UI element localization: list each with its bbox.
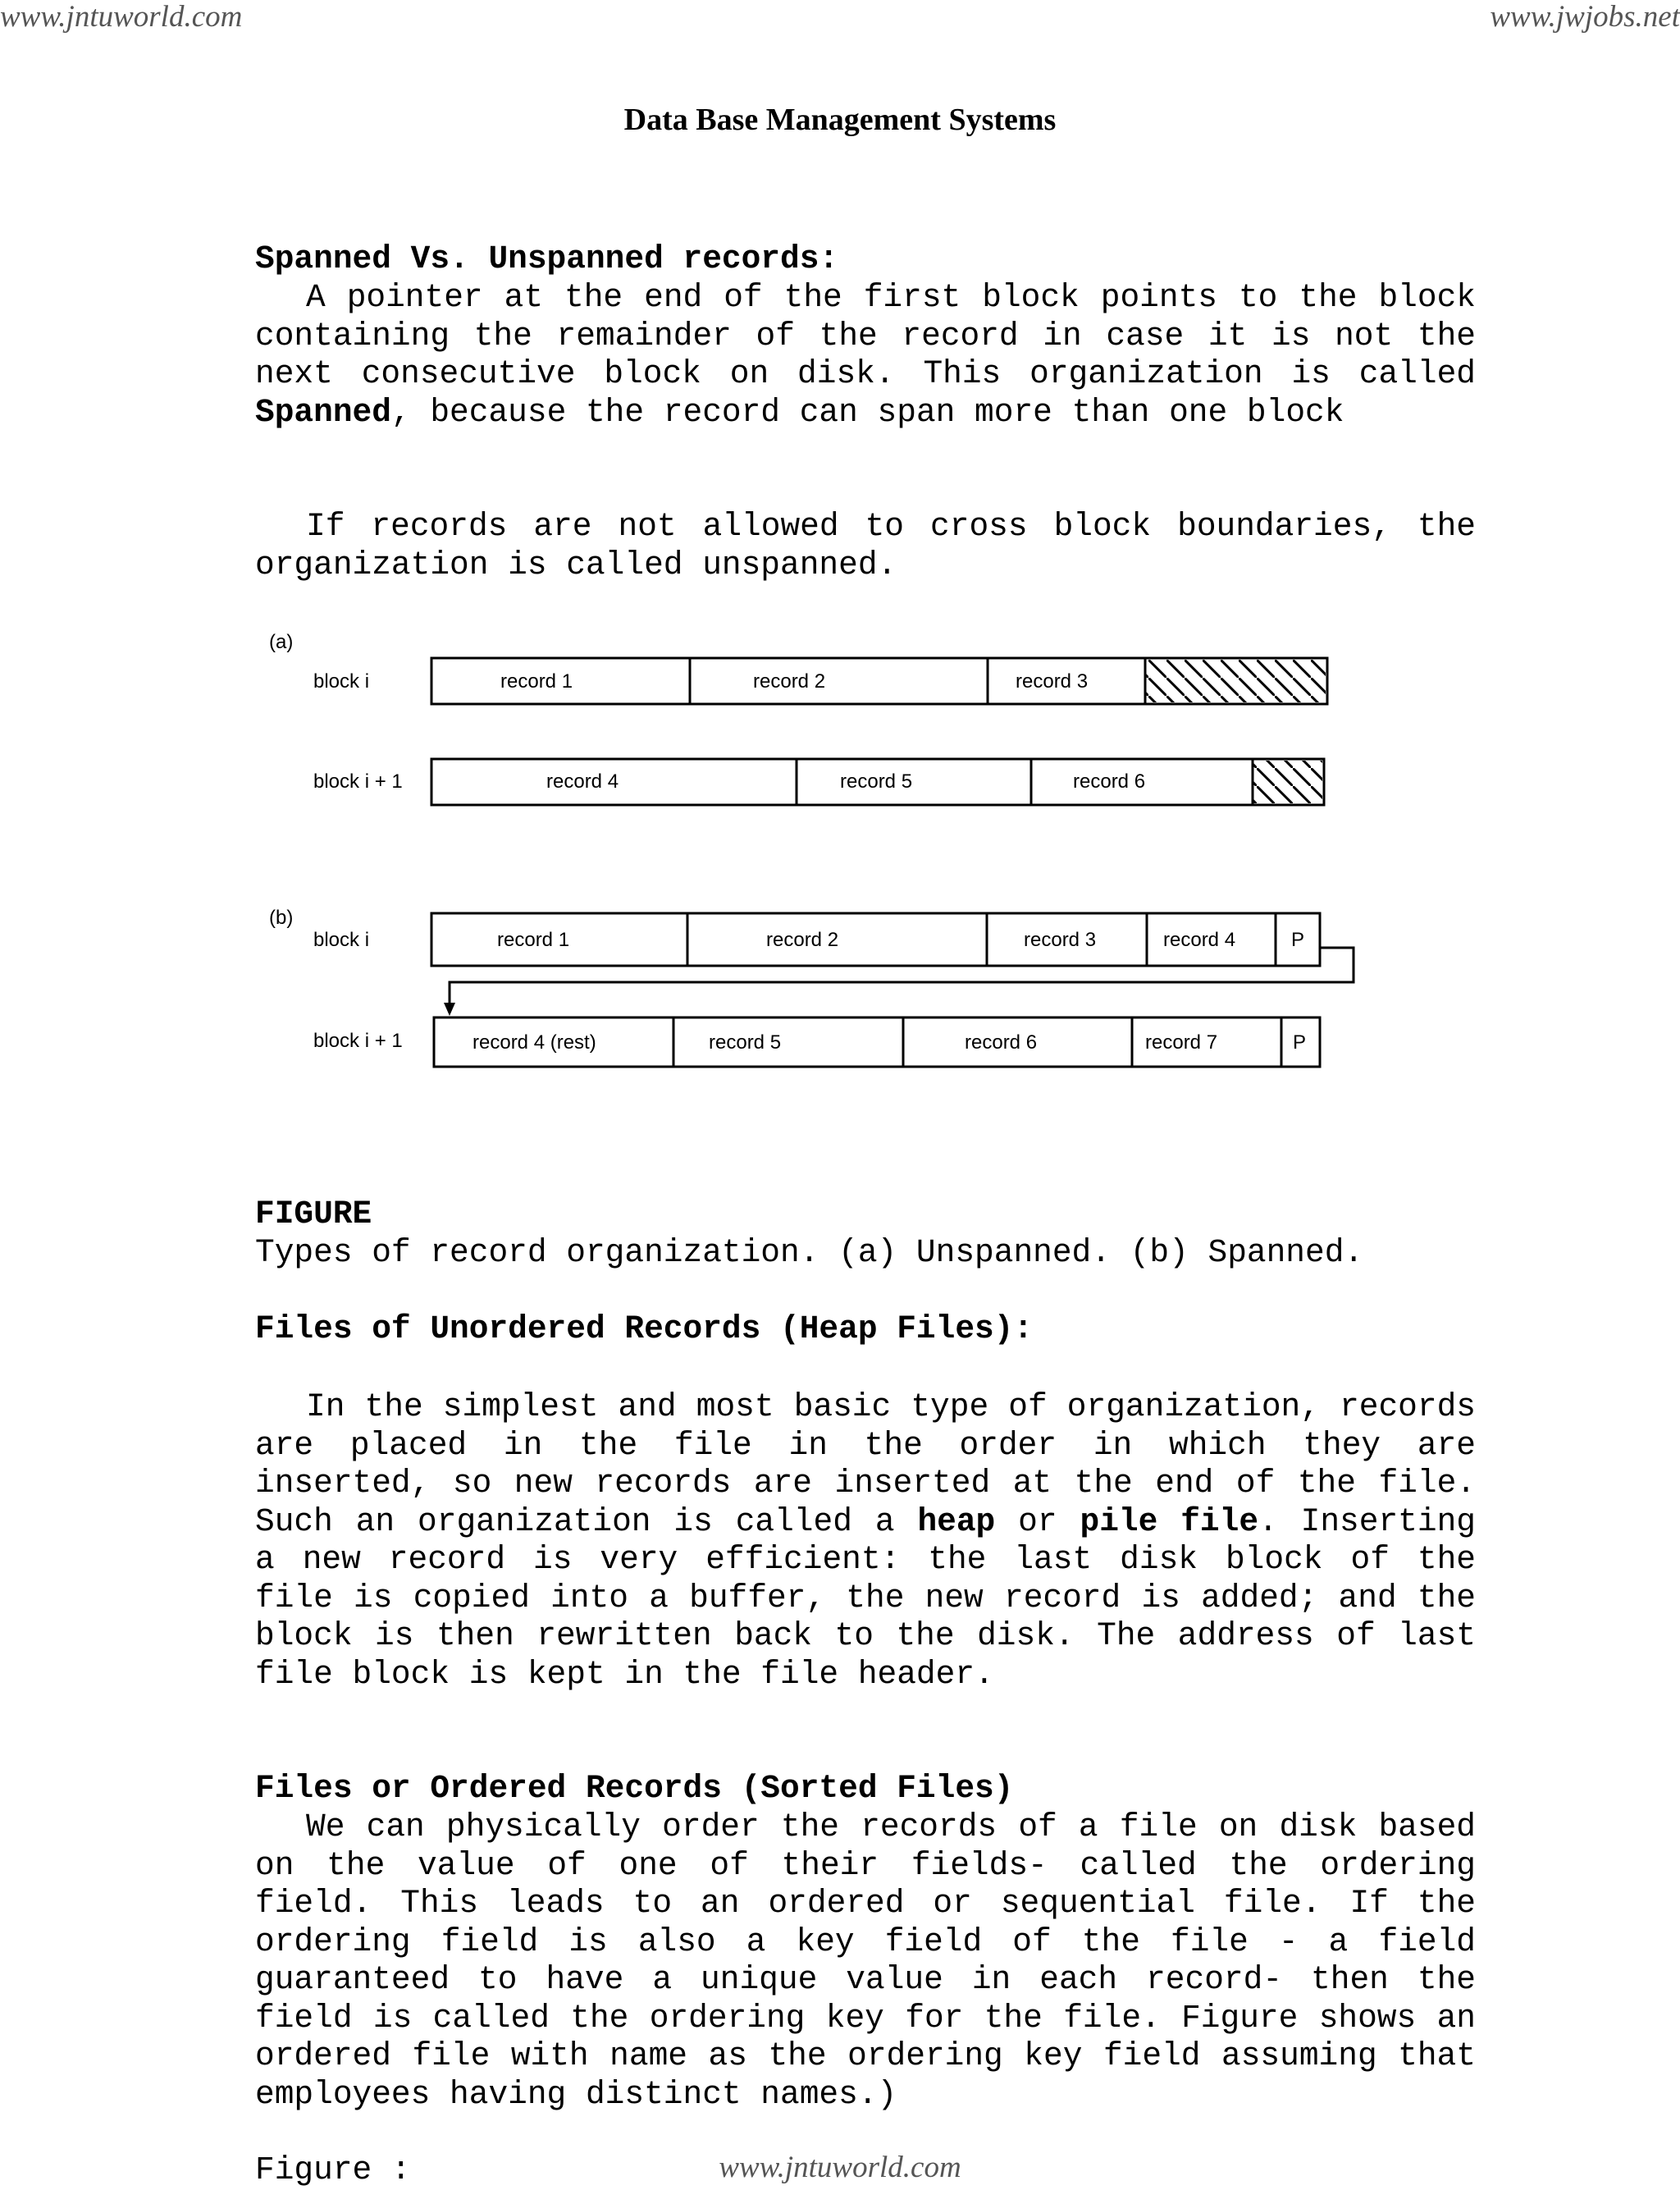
heap-paragraph: In the simplest and most basic type of organization, records are placed in the file in the order in which they are inserted, so new records are inserted at the end of the file. Such an organization is called a heap or pile file. Inserting a new record is very efficient: the last disk block of the file is copied into a buffer, the new record is added; and the block is then rewritten back to the disk. The address of last file block is kept in the file header. <box>255 1388 1476 1693</box>
header-link-right[interactable]: www.jwjobs.net <box>1490 0 1680 34</box>
b-row2-record-4-rest: record 4 (rest) <box>472 1031 596 1054</box>
b-row1-record-4: record 4 <box>1163 929 1236 951</box>
a-block-i1-unused-space <box>1253 761 1322 803</box>
figure-caption-heading: FIGURE <box>255 1196 372 1232</box>
label-b-block-i: block i <box>313 929 370 951</box>
b-row1-record-3: record 3 <box>1024 929 1097 951</box>
spanned-paragraph-2: If records are not allowed to cross block boundaries, the organization is called unspanned. <box>255 508 1476 583</box>
sorted-heading: Files or Ordered Records (Sorted Files) <box>255 1770 1014 1807</box>
b-row2-record-5: record 5 <box>709 1031 782 1054</box>
record-organization-figure <box>246 624 1378 1079</box>
label-b: (b) <box>269 907 294 929</box>
b-row1-record-2: record 2 <box>766 929 839 951</box>
spanned-heading: Spanned Vs. Unspanned records: <box>255 240 839 277</box>
b-row1-pointer: P <box>1291 929 1305 951</box>
a-row2-record-5: record 5 <box>840 770 913 793</box>
b-row2-pointer: P <box>1293 1031 1307 1054</box>
a-row1-record-3: record 3 <box>1016 670 1089 693</box>
figure-label: Figure : <box>255 2151 411 2188</box>
label-a-block-i1: block i + 1 <box>313 770 403 793</box>
spanned-paragraph-1: A pointer at the end of the first block points to the block containing the remainder of the record in case it is not the next consecutive block on disk. This organization is called Spanned, because the record can span more than one block <box>255 279 1476 431</box>
a-block-i-unused-space <box>1145 660 1326 702</box>
label-a: (a) <box>269 631 294 653</box>
a-row1-record-1: record 1 <box>500 670 573 693</box>
figure-caption: Types of record organization. (a) Unspanned. (b) Spanned. <box>255 1234 1364 1271</box>
footer-link[interactable]: www.jntuworld.com <box>719 2151 961 2184</box>
a-row1-record-2: record 2 <box>753 670 826 693</box>
label-b-block-i1: block i + 1 <box>313 1030 403 1052</box>
sorted-paragraph: We can physically order the records of a file on disk based on the value of one of their fields- called the ordering field. This leads to an ordered or sequential file. If the ordering field is also a key field of the file - a field guaranteed to have a unique value in each record- then the field is called the ordering key for the file. Figure shows an ordered file with name as the ordering key field assuming that employees having distinct names.) <box>255 1808 1476 2113</box>
pointer-arrowhead <box>444 1003 455 1016</box>
a-row2-record-4: record 4 <box>546 770 619 793</box>
figure-svg <box>246 624 1378 1075</box>
b-row1-record-1: record 1 <box>497 929 570 951</box>
document-title: Data Base Management Systems <box>623 103 1057 137</box>
pointer-arrow-line <box>450 948 1354 1005</box>
heap-heading: Files of Unordered Records (Heap Files): <box>255 1310 1034 1347</box>
b-row2-record-7: record 7 <box>1145 1031 1218 1054</box>
label-a-block-i: block i <box>313 670 370 693</box>
b-row2-record-6: record 6 <box>965 1031 1038 1054</box>
a-row2-record-6: record 6 <box>1073 770 1146 793</box>
header-link-left[interactable]: www.jntuworld.com <box>0 0 243 34</box>
